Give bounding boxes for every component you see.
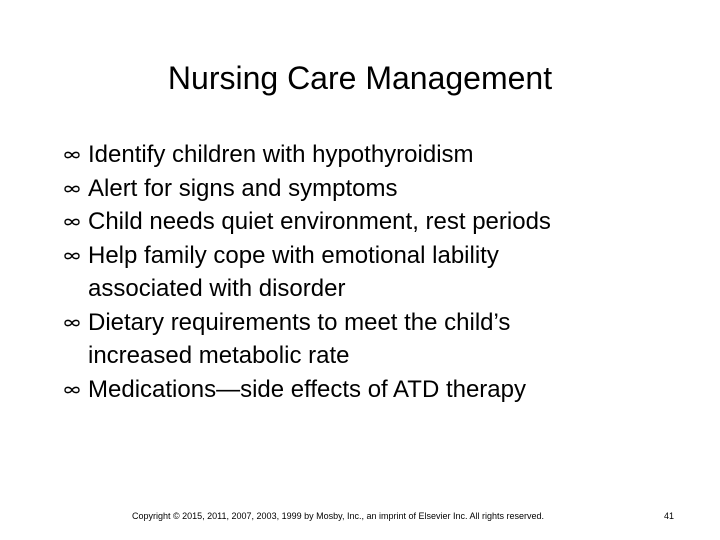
bullet-item	[62, 138, 702, 172]
bullet-text-line: Medications—side effects of ATD therapy	[88, 375, 526, 403]
bullet-text-line: increased metabolic rate	[88, 342, 350, 369]
bullet-text-line: Alert for signs and symptoms	[88, 174, 398, 202]
infinity-bullet-icon	[62, 172, 82, 206]
bullet-item	[62, 239, 702, 306]
slide-footer	[0, 509, 720, 523]
slide-number: 41	[664, 511, 675, 521]
bullet-list	[62, 138, 702, 406]
copyright-notice: Copyright © 2015, 2011, 2007, 2003, 1999 by Mosby, Inc., an imprint of Elsevier Inc. All rights reserved.	[132, 511, 545, 521]
bullet-text-line: Child needs quiet environment, rest periods	[88, 208, 551, 235]
infinity-bullet-icon	[62, 239, 82, 273]
bullet-text-line: Dietary requirements to meet the child’s	[88, 308, 511, 336]
infinity-bullet-icon	[62, 138, 82, 172]
slide-title: Nursing Care Management	[167, 60, 553, 96]
bullet-text-line: Help family cope with emotional lability	[88, 241, 499, 269]
infinity-bullet-icon	[62, 306, 82, 340]
bullet-text-line: Identify children with hypothyroidism	[88, 141, 474, 168]
bullet-text-line: associated with disorder	[88, 275, 346, 302]
bullet-item	[62, 172, 702, 206]
bullet-item	[62, 205, 702, 239]
bullet-item	[62, 373, 702, 407]
infinity-bullet-icon	[62, 373, 82, 407]
bullet-item	[62, 306, 702, 373]
infinity-bullet-icon	[62, 205, 82, 239]
